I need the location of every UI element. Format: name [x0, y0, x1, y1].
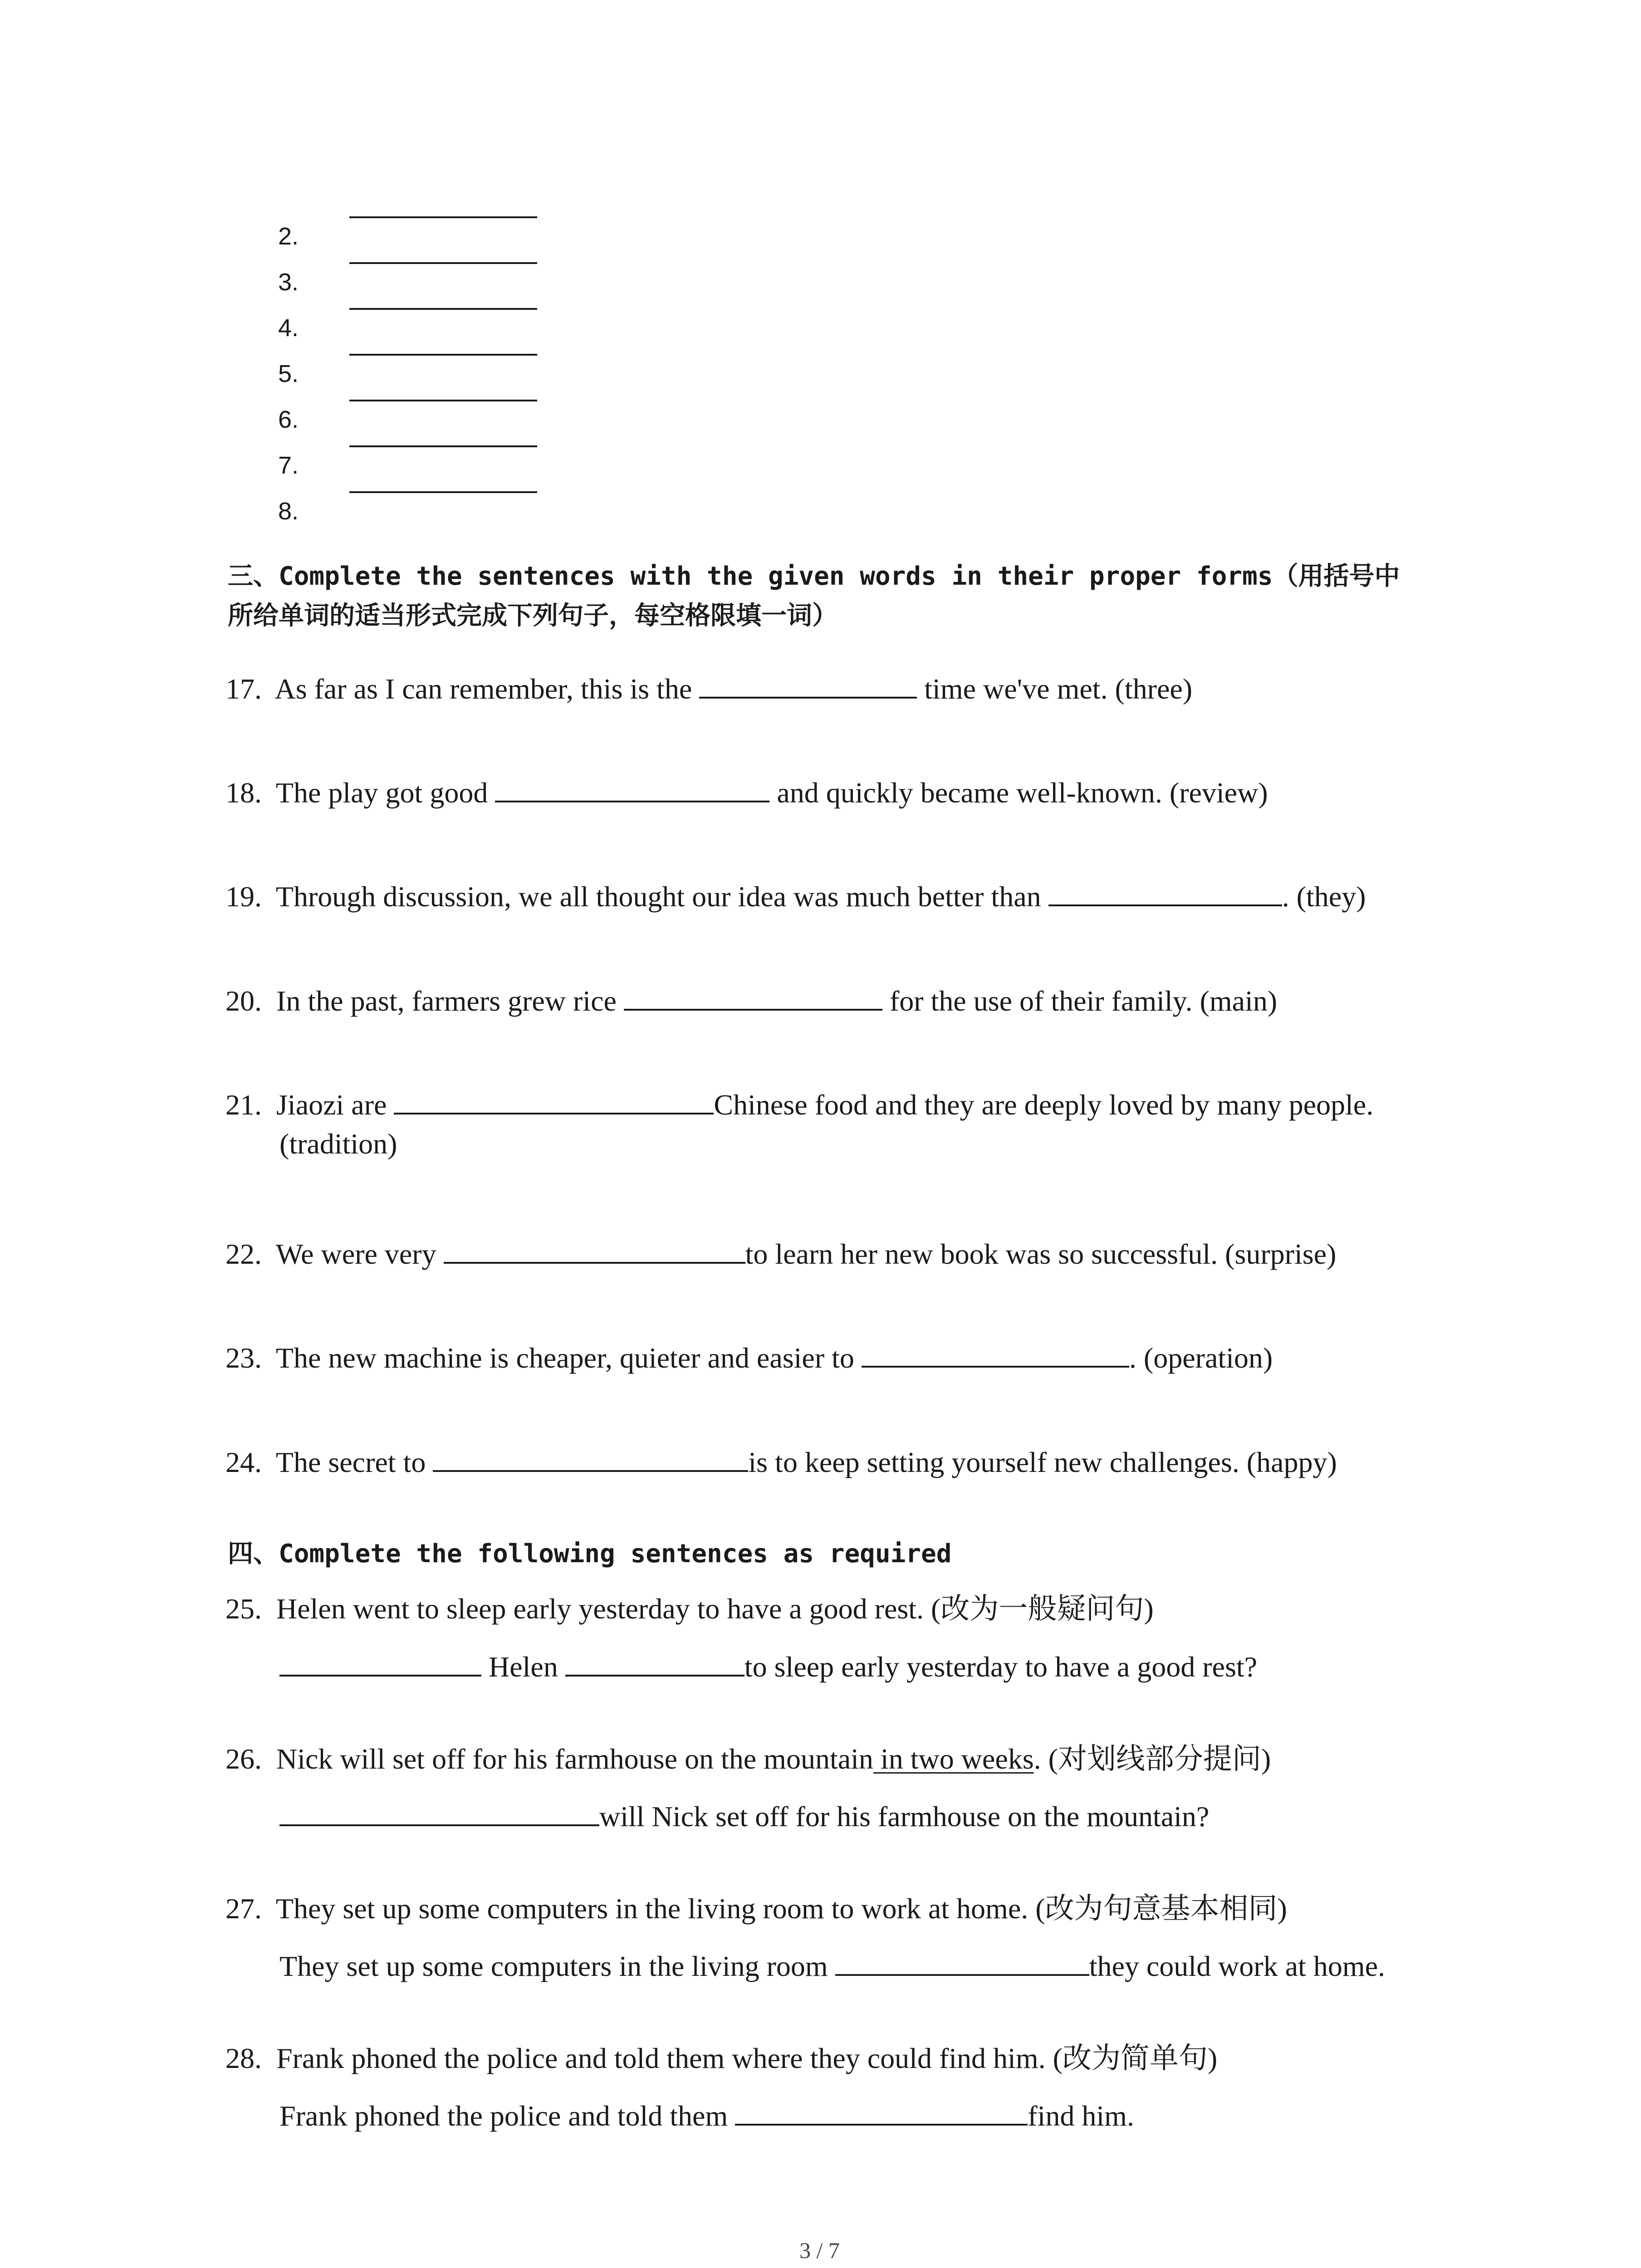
- question-23: [225, 1337, 1273, 1373]
- question-text: Helen went to sleep early yesterday to have a good rest. (改为一般疑问句): [276, 1593, 1154, 1625]
- question-text: Helen: [481, 1651, 565, 1683]
- question-text: In the past, farmers grew rice: [276, 985, 624, 1017]
- underlined-phrase: in two weeks: [873, 1743, 1034, 1775]
- question-18: [225, 772, 1268, 807]
- answer-number: 4.: [278, 314, 299, 342]
- question-text: They set up some computers in the living room to work at home. (改为句意基本相同): [275, 1892, 1287, 1925]
- question-text: is to keep setting yourself new challenges. (happy): [748, 1446, 1337, 1478]
- question-28-answer: [279, 2095, 1134, 2131]
- question-text: they could work at home.: [1089, 1950, 1385, 1982]
- question-number: 27.: [225, 1892, 262, 1925]
- question-text: Frank phoned the police and told them where they could find him. (改为简单句): [276, 2042, 1218, 2074]
- answer-number: 3.: [278, 269, 299, 296]
- answer-line[interactable]: [349, 262, 537, 264]
- answer-line[interactable]: [349, 354, 537, 356]
- question-27-answer: [279, 1945, 1385, 1981]
- answer-number: 2.: [278, 223, 299, 250]
- question-20: [225, 980, 1277, 1016]
- question-text: . (they): [1282, 880, 1366, 913]
- answer-blank[interactable]: [495, 772, 769, 802]
- question-number: 24.: [225, 1446, 262, 1478]
- question-text: The play got good: [275, 777, 495, 809]
- question-text: . (对划线部分提问): [1034, 1743, 1271, 1775]
- question-text: We were very: [275, 1238, 444, 1270]
- question-text: . (operation): [1129, 1342, 1273, 1374]
- section-heading: 四、Complete the following sentences as required: [228, 1539, 952, 1569]
- answer-line[interactable]: [349, 491, 537, 493]
- question-number: 25.: [225, 1593, 262, 1625]
- section-heading-line: 所给单词的适当形式完成下列句子，每空格限填一词）: [228, 601, 838, 631]
- question-text: Frank phoned the police and told them: [279, 2100, 735, 2132]
- answer-number: 5.: [278, 360, 299, 387]
- question-text: for the use of their family. (main): [882, 985, 1278, 1017]
- question-text: The secret to: [275, 1446, 433, 1478]
- question-text: find him.: [1028, 2100, 1134, 2132]
- answer-blank[interactable]: [835, 1945, 1089, 1976]
- section-heading: [228, 557, 1400, 636]
- question-number: 19.: [225, 880, 262, 913]
- question-21: [225, 1084, 1373, 1119]
- question-number: 23.: [225, 1342, 262, 1374]
- question-text: to learn her new book was so successful. (surprise): [745, 1238, 1337, 1270]
- answer-blank[interactable]: [699, 668, 917, 699]
- answer-line[interactable]: [349, 400, 537, 401]
- question-text: to sleep early yesterday to have a good rest?: [744, 1651, 1258, 1683]
- answer-blank[interactable]: [624, 980, 882, 1011]
- question-text: will Nick set off for his farmhouse on the mountain?: [599, 1800, 1210, 1833]
- answer-blank[interactable]: [279, 1795, 599, 1826]
- question-25: [225, 1594, 1154, 1623]
- question-17: [225, 668, 1192, 704]
- answer-line[interactable]: [349, 308, 537, 310]
- answer-number: 8.: [278, 498, 299, 525]
- question-text: Through discussion, we all thought our idea was much better than: [275, 880, 1048, 913]
- section-heading-line: 三、Complete the sentences with the given words in their proper forms（用括号中: [228, 562, 1400, 591]
- question-text: They set up some computers in the living room: [279, 1950, 835, 1982]
- question-number: 17.: [225, 673, 262, 705]
- question-25-answer: [279, 1646, 1257, 1681]
- answer-number: 7.: [278, 452, 299, 479]
- question-number: 28.: [225, 2042, 262, 2074]
- question-28: [225, 2044, 1217, 2073]
- question-number: 22.: [225, 1238, 262, 1270]
- question-19: [225, 875, 1366, 911]
- question-number: 21.: [225, 1089, 262, 1121]
- question-text: time we've met. (three): [917, 673, 1193, 705]
- answer-blank[interactable]: [444, 1233, 745, 1264]
- answer-blank[interactable]: [862, 1337, 1129, 1368]
- answer-blank[interactable]: [735, 2095, 1028, 2126]
- answer-blank[interactable]: [279, 1646, 481, 1677]
- question-24: [225, 1441, 1337, 1477]
- page-number: 3 / 7: [799, 2238, 840, 2263]
- question-21-hint: (tradition): [279, 1128, 397, 1160]
- question-number: 18.: [225, 777, 262, 809]
- answer-number: 6.: [278, 406, 299, 433]
- answer-blank[interactable]: [433, 1441, 748, 1472]
- question-text: Jiaozi are: [276, 1089, 394, 1121]
- question-27: [225, 1894, 1287, 1923]
- question-22: [225, 1233, 1336, 1269]
- question-text: The new machine is cheaper, quieter and easier to: [275, 1342, 862, 1374]
- answer-blank[interactable]: [565, 1646, 745, 1677]
- question-26-answer: [279, 1795, 1209, 1831]
- question-text: As far as I can remember, this is the: [274, 673, 700, 705]
- question-text: Chinese food and they are deeply loved by many people.: [714, 1089, 1374, 1121]
- answer-line[interactable]: [349, 216, 537, 218]
- question-26: [225, 1745, 1271, 1774]
- question-number: 26.: [225, 1743, 262, 1775]
- question-text: Nick will set off for his farmhouse on the mountain: [276, 1743, 873, 1775]
- answer-line[interactable]: [349, 445, 537, 447]
- answer-blank[interactable]: [1048, 875, 1282, 906]
- answer-blank[interactable]: [394, 1084, 714, 1114]
- question-text: and quickly became well-known. (review): [769, 777, 1268, 809]
- question-number: 20.: [225, 985, 262, 1017]
